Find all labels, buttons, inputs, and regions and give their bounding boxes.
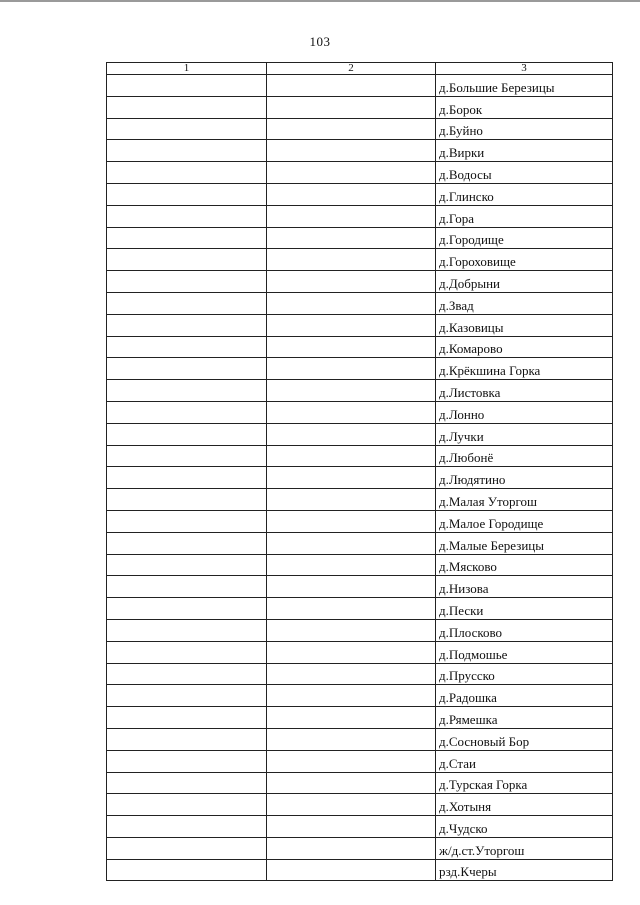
table-cell-col3: д.Радошка [436, 685, 613, 707]
table-cell-col3: д.Малые Березицы [436, 532, 613, 554]
table-cell-col2 [267, 118, 436, 140]
table-cell-col1 [107, 728, 267, 750]
table-cell-col1 [107, 772, 267, 794]
table-cell-col1 [107, 532, 267, 554]
table-cell-col1 [107, 467, 267, 489]
table-cell-col3: д.Мясково [436, 554, 613, 576]
table-cell-col3: д.Чудско [436, 816, 613, 838]
table-row [107, 576, 613, 598]
table-body [107, 75, 613, 881]
table-cell-col3: д.Хотыня [436, 794, 613, 816]
table-cell-col3: д.Любонё [436, 445, 613, 467]
table-cell-col1 [107, 227, 267, 249]
table-cell-col3: д.Прусско [436, 663, 613, 685]
table-cell-col2 [267, 423, 436, 445]
table-row [107, 358, 613, 380]
table-cell-col1 [107, 162, 267, 184]
table-cell-col3: д.Водосы [436, 162, 613, 184]
table-cell-col2 [267, 183, 436, 205]
table-cell-col1 [107, 445, 267, 467]
table-cell-col3: рзд.Кчеры [436, 859, 613, 881]
table-cell-col1 [107, 380, 267, 402]
table-cell-col3: д.Подмошье [436, 641, 613, 663]
table-row [107, 75, 613, 97]
table-row [107, 314, 613, 336]
table-row [107, 292, 613, 314]
table-row [107, 380, 613, 402]
table-row [107, 532, 613, 554]
table-cell-col3: ж/д.ст.Уторгош [436, 837, 613, 859]
table-cell-col3: д.Турская Горка [436, 772, 613, 794]
table-cell-col3: д.Гора [436, 205, 613, 227]
table-cell-col1 [107, 859, 267, 881]
table-cell-col3: д.Большие Березицы [436, 75, 613, 97]
table-cell-col3: д.Пески [436, 598, 613, 620]
table-cell-col3: д.Стаи [436, 750, 613, 772]
table-row [107, 183, 613, 205]
table-row [107, 816, 613, 838]
table-cell-col3: д.Городище [436, 227, 613, 249]
table-row [107, 205, 613, 227]
table-cell-col1 [107, 794, 267, 816]
table-cell-col1 [107, 554, 267, 576]
table-cell-col1 [107, 205, 267, 227]
table-cell-col1 [107, 619, 267, 641]
table-cell-col3: д.Добрыни [436, 271, 613, 293]
table-cell-col2 [267, 336, 436, 358]
table-cell-col2 [267, 510, 436, 532]
table-row [107, 707, 613, 729]
table-cell-col2 [267, 162, 436, 184]
table-row [107, 598, 613, 620]
table-cell-col3: д.Низова [436, 576, 613, 598]
table-cell-col3: д.Гороховище [436, 249, 613, 271]
table-cell-col3: д.Малое Городище [436, 510, 613, 532]
table-cell-col3: д.Крёкшина Горка [436, 358, 613, 380]
table-cell-col2 [267, 380, 436, 402]
table-row [107, 859, 613, 881]
table-row [107, 336, 613, 358]
table-cell-col1 [107, 641, 267, 663]
scan-top-edge [0, 0, 640, 2]
table-cell-col2 [267, 140, 436, 162]
table-cell-col1 [107, 75, 267, 97]
table-cell-col1 [107, 96, 267, 118]
table-cell-col2 [267, 837, 436, 859]
table-cell-col2 [267, 598, 436, 620]
table-cell-col3: д.Казовицы [436, 314, 613, 336]
table-row [107, 663, 613, 685]
table-row [107, 249, 613, 271]
settlements-table [106, 62, 613, 881]
table-row [107, 445, 613, 467]
table-row [107, 96, 613, 118]
table-cell-col2 [267, 728, 436, 750]
table-cell-col2 [267, 816, 436, 838]
table-cell-col1 [107, 118, 267, 140]
table-cell-col2 [267, 96, 436, 118]
table-cell-col3: д.Лонно [436, 401, 613, 423]
table-cell-col2 [267, 750, 436, 772]
table-row [107, 641, 613, 663]
table-cell-col1 [107, 140, 267, 162]
table-cell-col3: д.Плосково [436, 619, 613, 641]
table-cell-col2 [267, 401, 436, 423]
table-row [107, 554, 613, 576]
table-cell-col1 [107, 271, 267, 293]
table-cell-col3: д.Малая Уторгош [436, 489, 613, 511]
table-cell-col2 [267, 663, 436, 685]
table-cell-col1 [107, 292, 267, 314]
table-cell-col3: д.Людятино [436, 467, 613, 489]
table-cell-col3: д.Рямешка [436, 707, 613, 729]
table-row [107, 772, 613, 794]
table-cell-col1 [107, 576, 267, 598]
table-row [107, 750, 613, 772]
table-cell-col1 [107, 358, 267, 380]
table-cell-col2 [267, 576, 436, 598]
table-cell-col2 [267, 467, 436, 489]
table-cell-col1 [107, 816, 267, 838]
table-row [107, 467, 613, 489]
table-cell-col2 [267, 772, 436, 794]
table-cell-col1 [107, 510, 267, 532]
table-cell-col1 [107, 685, 267, 707]
table-cell-col2 [267, 314, 436, 336]
table-cell-col2 [267, 205, 436, 227]
table-cell-col1 [107, 314, 267, 336]
table-row [107, 510, 613, 532]
table-cell-col1 [107, 837, 267, 859]
table-row [107, 489, 613, 511]
table-cell-col2 [267, 358, 436, 380]
table-cell-col3: д.Листовка [436, 380, 613, 402]
table-cell-col2 [267, 554, 436, 576]
table-cell-col1 [107, 489, 267, 511]
table-cell-col3: д.Буйно [436, 118, 613, 140]
table-cell-col2 [267, 619, 436, 641]
table-cell-col3: д.Лучки [436, 423, 613, 445]
table-row [107, 140, 613, 162]
table-cell-col1 [107, 707, 267, 729]
table-row [107, 401, 613, 423]
table-row [107, 728, 613, 750]
table-row [107, 837, 613, 859]
table-cell-col1 [107, 663, 267, 685]
table-cell-col1 [107, 249, 267, 271]
table-cell-col2 [267, 249, 436, 271]
table-cell-col1 [107, 750, 267, 772]
table-row [107, 118, 613, 140]
table-cell-col3: д.Сосновый Бор [436, 728, 613, 750]
table-cell-col2 [267, 707, 436, 729]
page-number: 103 [309, 34, 331, 49]
table-cell-col2 [267, 794, 436, 816]
table-row [107, 794, 613, 816]
table-cell-col3: д.Глинско [436, 183, 613, 205]
table-cell-col1 [107, 336, 267, 358]
table-cell-col2 [267, 859, 436, 881]
table-cell-col2 [267, 227, 436, 249]
table-cell-col2 [267, 489, 436, 511]
table-row [107, 271, 613, 293]
table-row [107, 227, 613, 249]
table-cell-col2 [267, 445, 436, 467]
table-cell-col1 [107, 598, 267, 620]
column-header-3: 3 [436, 63, 613, 75]
table-row [107, 423, 613, 445]
table-cell-col2 [267, 75, 436, 97]
table-header-row [107, 63, 613, 75]
table-cell-col1 [107, 401, 267, 423]
table-cell-col2 [267, 292, 436, 314]
column-header-1: 1 [107, 63, 267, 75]
table-row [107, 619, 613, 641]
table-cell-col3: д.Борок [436, 96, 613, 118]
table-cell-col3: д.Комарово [436, 336, 613, 358]
table-cell-col2 [267, 532, 436, 554]
table-cell-col2 [267, 641, 436, 663]
table-cell-col1 [107, 183, 267, 205]
table-cell-col3: д.Звад [436, 292, 613, 314]
table-cell-col3: д.Вирки [436, 140, 613, 162]
table-cell-col1 [107, 423, 267, 445]
table-cell-col2 [267, 271, 436, 293]
table-cell-col2 [267, 685, 436, 707]
column-header-2: 2 [267, 63, 436, 75]
table-row [107, 685, 613, 707]
table-row [107, 162, 613, 184]
